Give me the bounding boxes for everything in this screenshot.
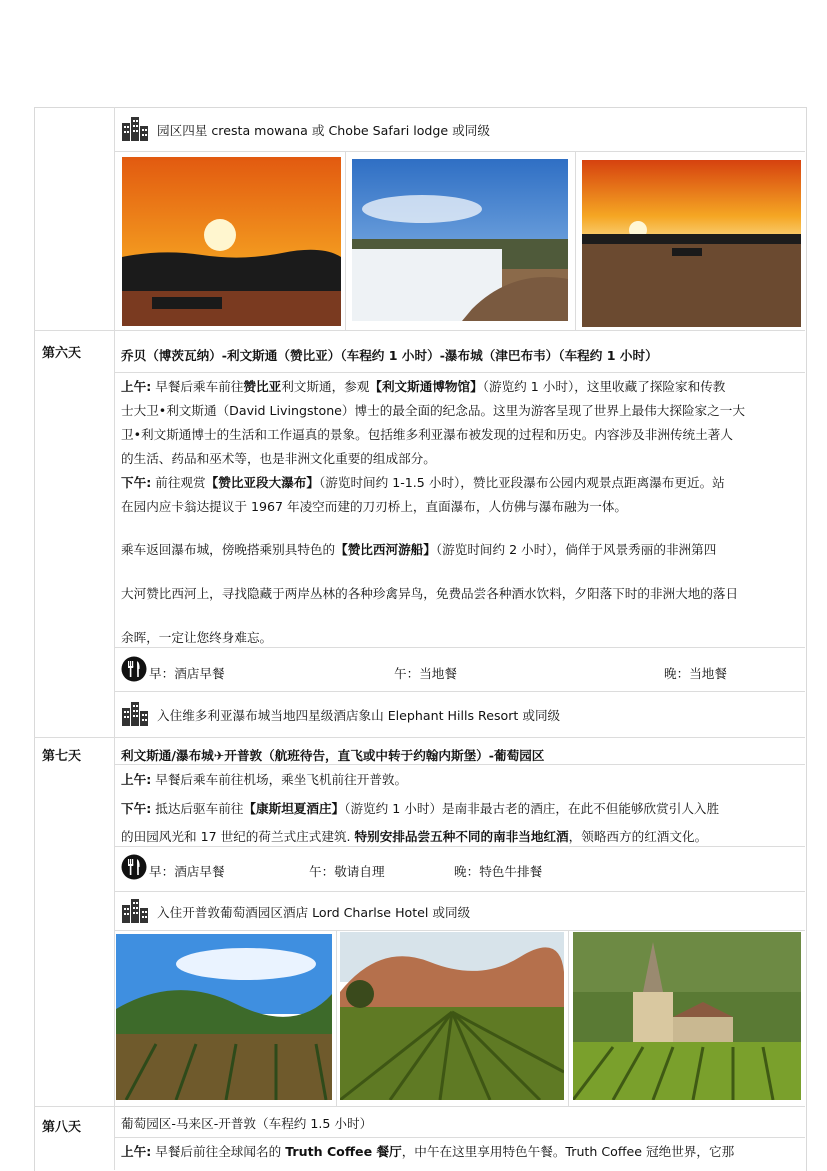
hotel-text: 园区四星 cresta mowana 或 Chobe Safari lodge 或同级 — [157, 122, 490, 138]
meal-lunch: 午：敬请自理 — [309, 864, 385, 879]
day-title: 葡萄园区-马来区-开普敦（车程约 1.5 小时） — [121, 1116, 373, 1131]
hotel-text: 入住维多利亚瀑布城当地四星级酒店象山 Elephant Hills Resort 或同级 — [157, 707, 561, 723]
hotel-building-icon — [121, 702, 149, 726]
hotel-row — [121, 692, 560, 736]
morning-label: 上午: — [121, 772, 152, 787]
day6-morning: 上午: 早餐后乘车前往赞比亚利文斯通，参观【利文斯通博物馆】（游览约 1 小时），这里收藏了探险家和传教 士大卫•利文斯通（David Livingstone）博士的最全面的纪念品。这里为游客呈现了世界上最伟大探险家之一大 卫•利文斯通博士的生活和工作逼真的景象。包括维多利亚瀑布被发现的过程和历史。内容涉及非洲传统土著人 的生活、药品和巫术等，也是非洲文化重要的组成部分。 下午: 前往观赏【赞比亚段大瀑布】（游览时间约 1-1.5 小时），赞比亚段瀑布公园内观景点距离瀑布更近。站 在园内应卡翁达提议于 1967 年凌空而建的刀刃桥上，直面瀑布，人仿佛与瀑布融为一体。 — [121, 379, 745, 514]
afternoon-label: 下午: — [121, 475, 152, 490]
row-divider — [34, 330, 805, 331]
hotel-row — [121, 108, 490, 150]
hotel-row — [121, 894, 470, 928]
day-title: 利文斯通/瀑布城✈开普敦（航班待告，直飞或中转于约翰内斯堡）-葡萄园区 — [121, 748, 545, 763]
column-divider — [345, 151, 346, 330]
day-label: 第七天 — [42, 749, 82, 764]
row-divider — [34, 1106, 805, 1107]
meals-row — [121, 652, 801, 682]
photo-sunset-river — [122, 157, 341, 326]
row-divider — [34, 737, 805, 738]
day6-evening: 乘车返回瀑布城，傍晚搭乘别具特色的【赞比西河游船】（游览时间约 2 小时），倘佯于风景秀丽的非洲第四 大河赞比西河上，寻找隐藏于两岸丛林的各种珍禽异鸟，免费品尝各种酒水饮料，夕阳落下时的非洲大地的落日 余晖，一定让您终身难忘。 — [121, 542, 739, 645]
afternoon-label: 下午: — [121, 801, 152, 816]
photo-victoria-falls — [352, 159, 568, 321]
day8-morning: 上午: 早餐后前往全球闻名的 Truth Coffee 餐厅，中午在这里享用特色午餐。Truth Coffee 冠绝世界，它那 — [121, 1144, 735, 1159]
morning-label: 上午: — [121, 379, 152, 394]
hotel-text: 入住开普敦葡萄酒园区酒店 Lord Charlse Hotel 或同级 — [157, 904, 471, 920]
day7-afternoon: 下午: 抵达后驱车前往【康斯坦夏酒庄】（游览约 1 小时）是南非最古老的酒庄，在此不但能够欣赏引人入胜 的田园风光和 17 世纪的荷兰式庄式建筑. 特别安排品尝五种不同的南非当地红酒，领略西方的红酒文化。 — [121, 801, 720, 844]
photo-vineyard-rows — [340, 932, 564, 1100]
row-divider — [114, 151, 805, 152]
meals-row — [121, 850, 542, 880]
photo-vineyard-mountain — [116, 934, 332, 1100]
row-divider — [114, 764, 805, 765]
morning-label: 上午: — [121, 1144, 152, 1159]
row-divider — [114, 1137, 805, 1138]
row-divider — [114, 891, 805, 892]
column-divider — [114, 107, 115, 1170]
day-title: 乔贝（博茨瓦纳）-利文斯通（赞比亚）（车程约 1 小时）-瀑布城（津巴布韦）（车程约 1 小时） — [121, 348, 658, 363]
meal-dinner: 晚：当地餐 — [664, 666, 727, 681]
column-divider — [568, 930, 569, 1106]
photo-zambezi-sunset-boat — [582, 160, 801, 327]
photo-village-church-vineyard — [573, 932, 801, 1100]
column-divider — [575, 151, 576, 330]
meal-lunch: 午：当地餐 — [394, 666, 457, 681]
column-divider — [336, 930, 337, 1106]
meal-breakfast: 早：酒店早餐 — [149, 864, 225, 879]
day-label: 第八天 — [42, 1120, 82, 1135]
restaurant-cutlery-icon — [121, 656, 147, 682]
meal-breakfast: 早：酒店早餐 — [149, 666, 225, 681]
row-divider — [114, 372, 805, 373]
row-divider — [114, 930, 805, 931]
hotel-building-icon — [121, 899, 149, 923]
hotel-building-icon — [121, 117, 149, 141]
meal-dinner: 晚：特色牛排餐 — [454, 864, 543, 879]
restaurant-cutlery-icon — [121, 854, 147, 880]
day-label: 第六天 — [42, 346, 82, 361]
day7-morning: 上午: 早餐后乘车前往机场，乘坐飞机前往开普敦。 — [121, 772, 408, 787]
